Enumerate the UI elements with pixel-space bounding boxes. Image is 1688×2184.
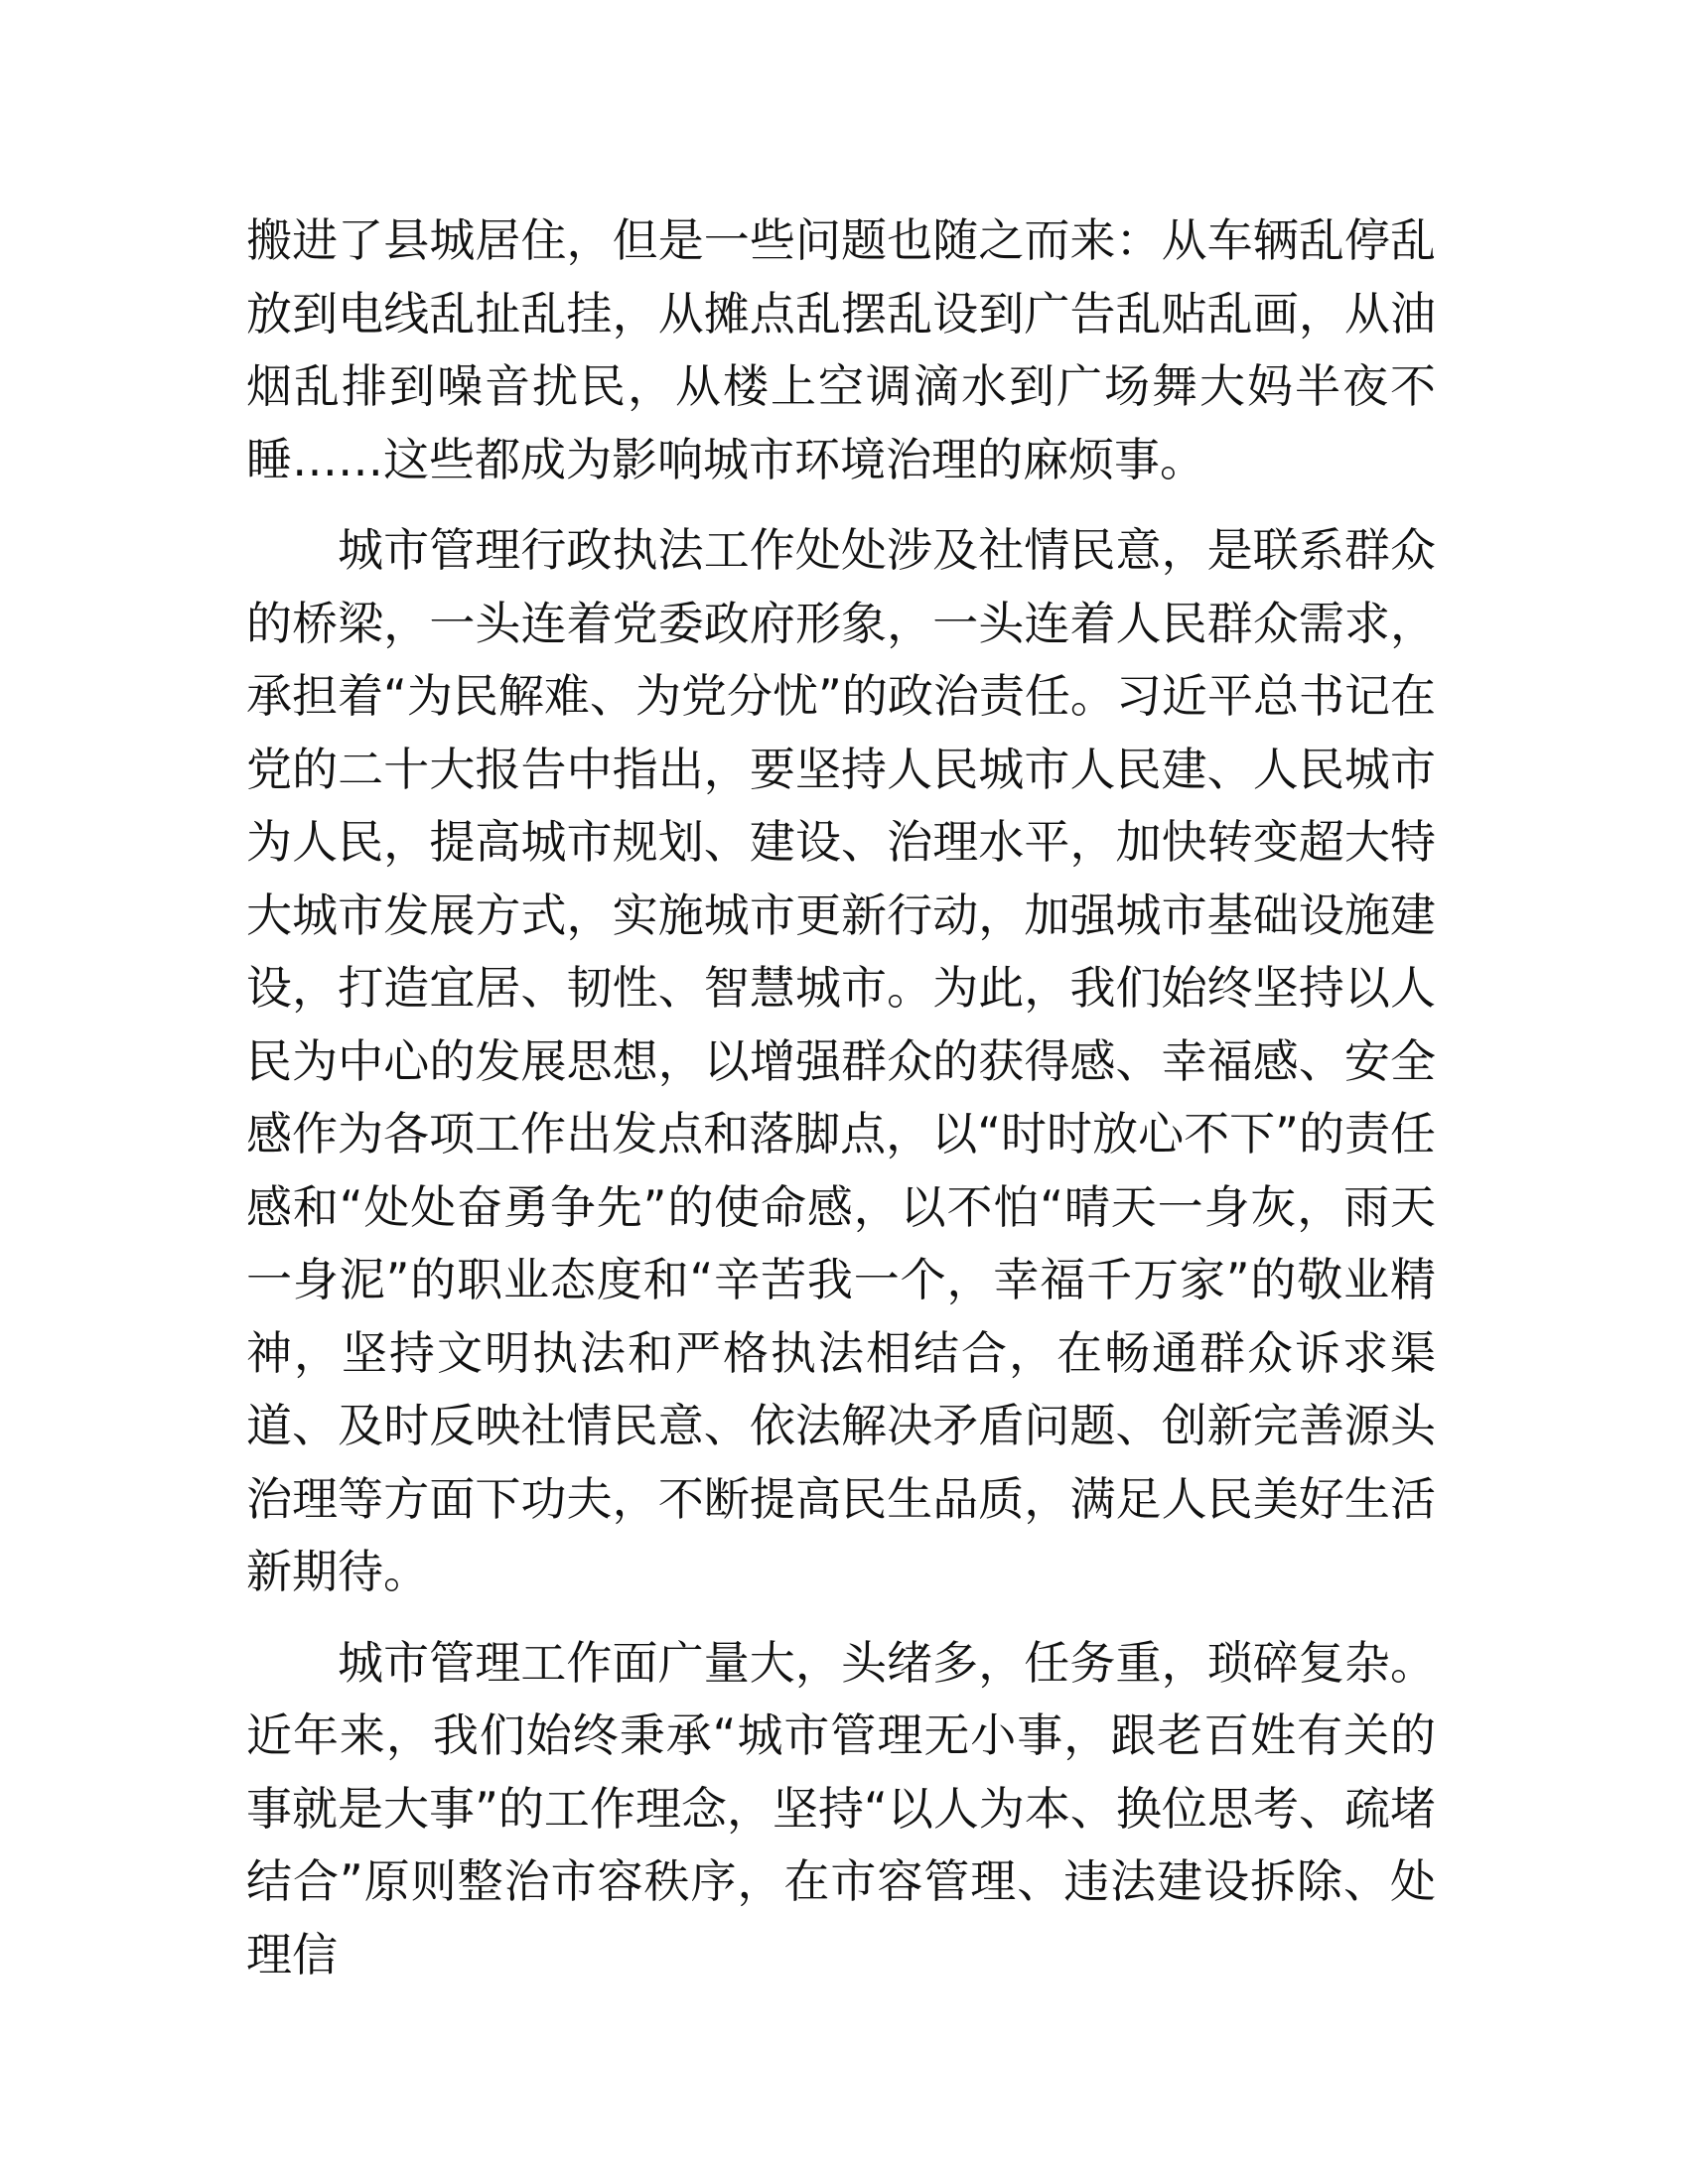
- paragraph-city-management: 城市管理工作面广量大，头绪多，任务重，琐碎复杂。近年来，我们始终秉承“城市管理无小事，跟老百姓有关的事就是大事”的工作理念，坚持“以人为本、换位思考、疏堵结合”原则整治市容秩序，在市容管理、违法建设拆除、处理信: [246, 1635, 1436, 1981]
- body-text: [246, 205, 1436, 2009]
- paragraph-law-enforcement: 城市管理行政执法工作处处涉及社情民意，是联系群众的桥梁，一头连着党委政府形象，一头连着人民群众需求，承担着“为民解难、为党分忧”的政治责任。习近平总书记在党的二十大报告中指出，要坚持人民城市人民建、人民城市为人民，提高城市规划、建设、治理水平，加快转变超大特大城市发展方式，实施城市更新行动，加强城市基础设施建设，打造宜居、韧性、智慧城市。为此，我们始终坚持以人民为中心的发展思想，以增强群众的获得感、幸福感、安全感作为各项工作出发点和落脚点，以“时时放心不下”的责任感和“处处奋勇争先”的使命感，以不怕“晴天一身灰，雨天一身泥”的职业态度和“辛苦我一个，幸福千万家”的敬业精神，坚持文明执法和严格执法相结合，在畅通群众诉求渠道、及时反映社情民意、依法解决矛盾问题、创新完善源头治理等方面下功夫，不断提高民生品质，满足人民美好生活新期待。: [246, 523, 1436, 1598]
- paragraph-continued: 搬进了县城居住，但是一些问题也随之而来：从车辆乱停乱放到电线乱扯乱挂，从摊点乱摆乱设到广告乱贴乱画，从油烟乱排到噪音扰民，从楼上空调滴水到广场舞大妈半夜不睡……这些都成为影响城市环境治理的麻烦事。: [246, 213, 1436, 486]
